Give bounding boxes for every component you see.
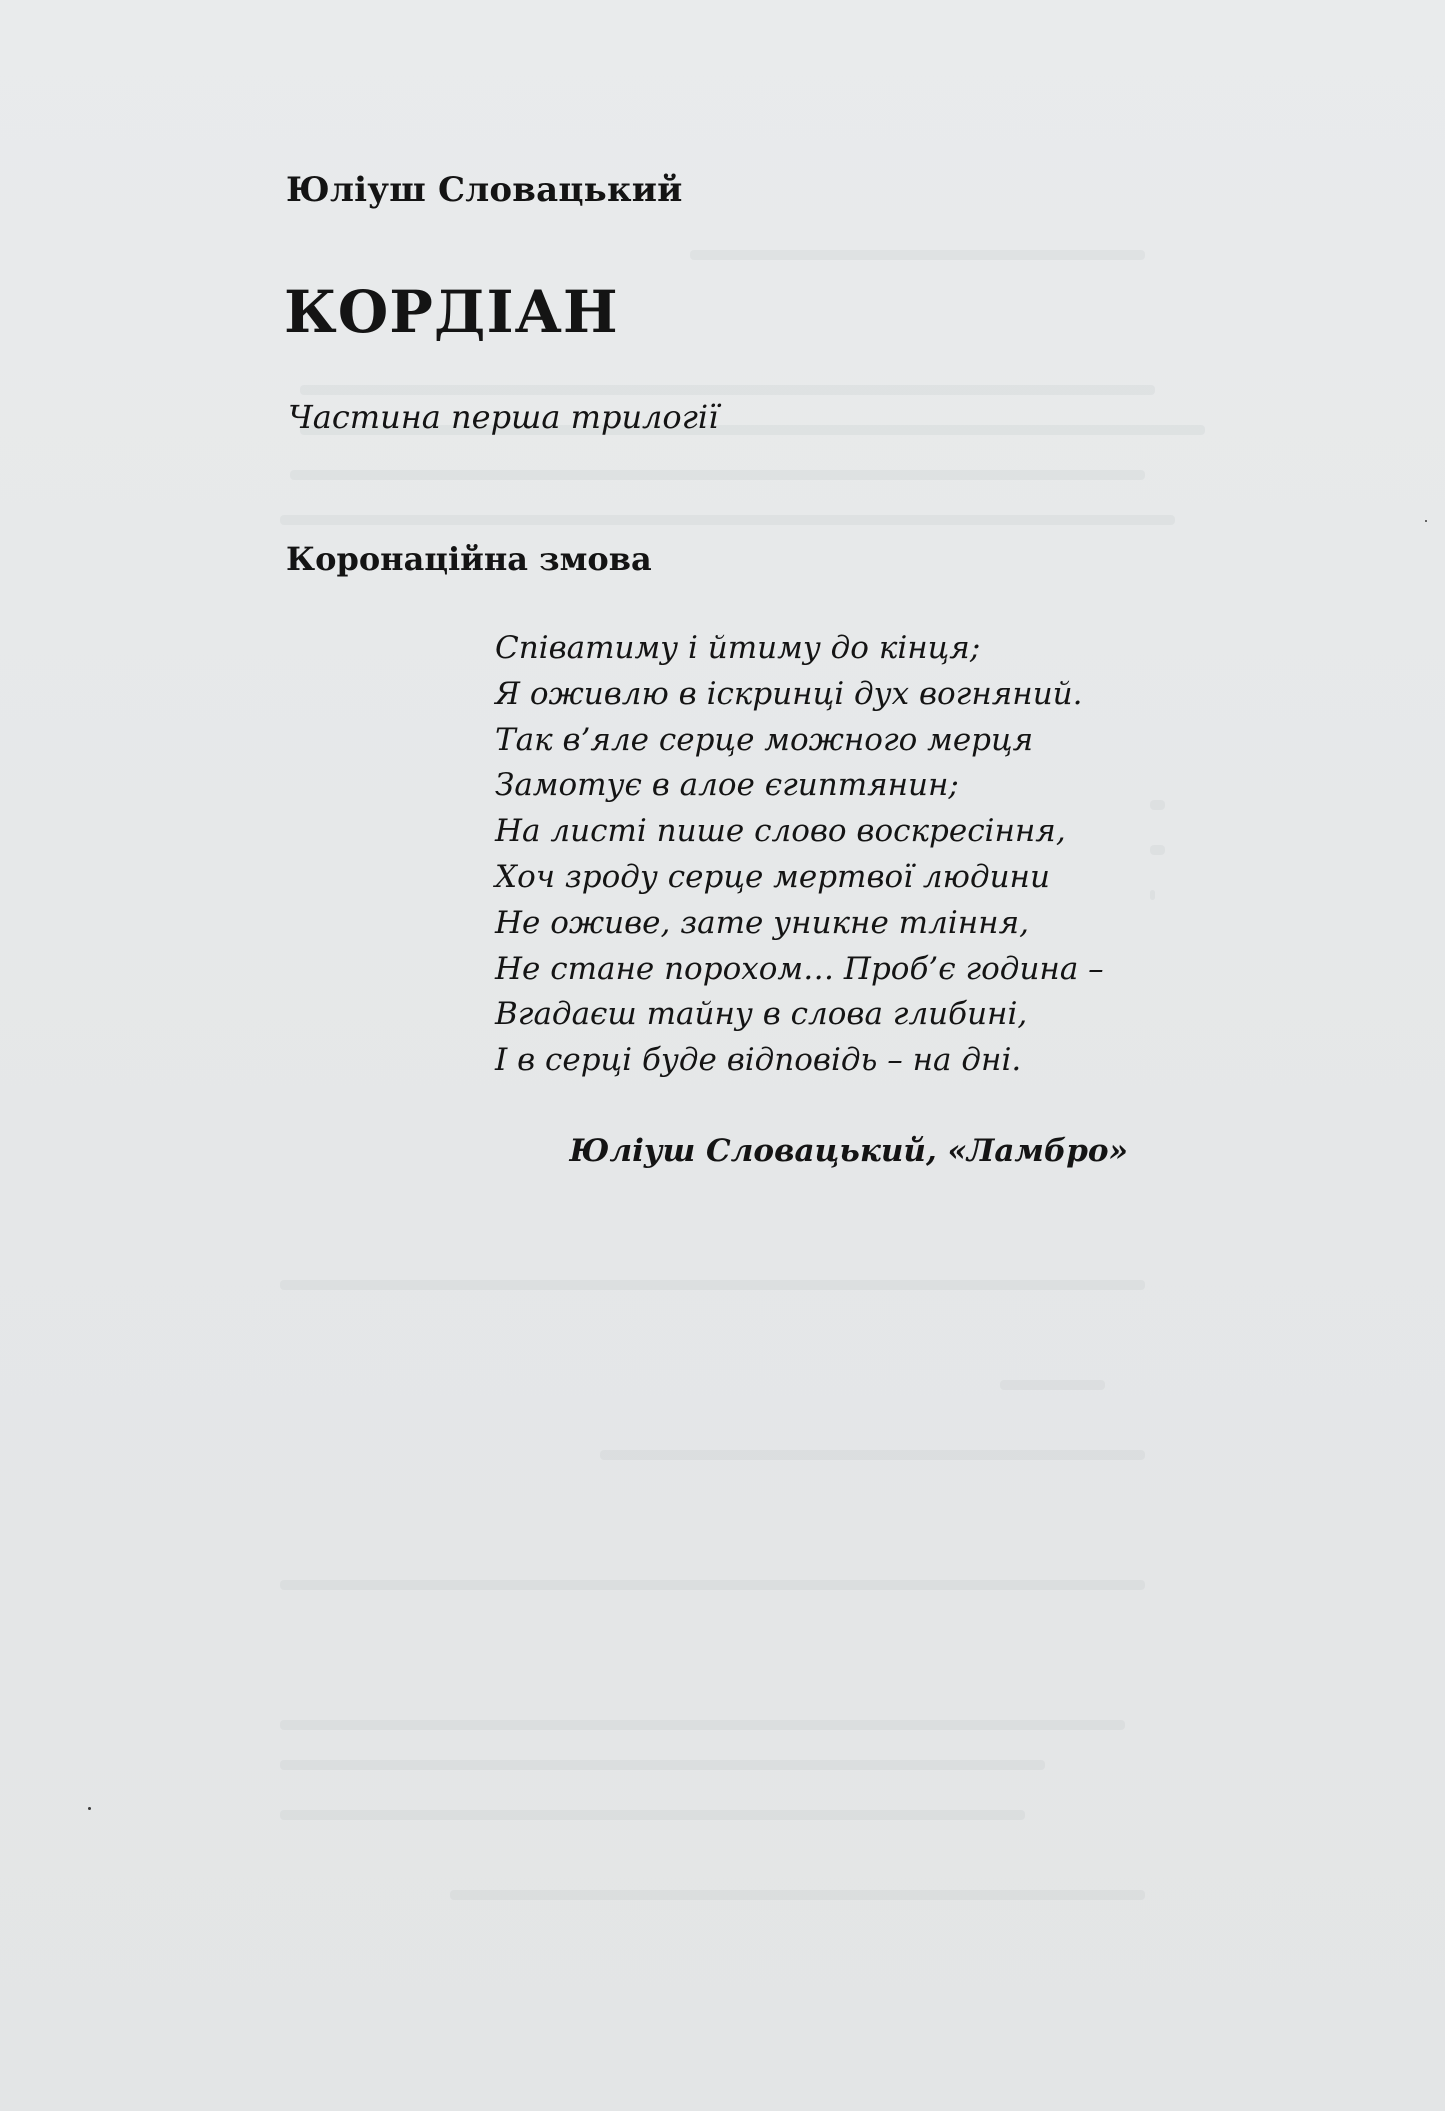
bleed-through-mark [1000, 1380, 1105, 1390]
book-title: КОРДІАН [284, 278, 619, 346]
bleed-through-mark [280, 515, 1175, 525]
book-subtitle: Частина перша трилогії [288, 398, 719, 436]
bleed-through-mark [290, 470, 1145, 480]
bleed-through-mark [280, 1720, 1125, 1730]
verse-line: Вгадаєш тайну в слова глибині, [495, 996, 1028, 1033]
dust-speck [1425, 520, 1427, 522]
bleed-through-mark [300, 385, 1155, 395]
verse-line: Співатиму і йтиму до кінця; [495, 630, 981, 666]
bleed-through-mark [280, 1280, 1145, 1290]
verse-line: Хоч зроду серце мертвої людини [495, 858, 1050, 895]
epigraph-attribution: Юліуш Словацький, «Ламбро» [569, 1133, 1128, 1169]
epigraph-verse [495, 626, 1255, 1084]
bleed-through-mark [600, 1450, 1145, 1460]
verse-line: Я оживлю в іскринці дух вогняний. [495, 675, 1083, 712]
book-author: Юліуш Словацький [286, 170, 683, 210]
section-title: Коронаційна змова [286, 540, 652, 578]
verse-line: Замотує в алое єгиптянин; [495, 767, 959, 804]
verse-line: І в серці буде відповідь – на дні. [495, 1042, 1022, 1079]
verse-line: На листі пише слово воскресіння, [495, 813, 1066, 850]
verse-line: Не стане порохом… Проб’є година – [495, 950, 1104, 987]
bleed-through-mark [280, 1810, 1025, 1820]
bleed-through-mark [690, 250, 1145, 260]
verse-line: Не оживе, зате уникне тління, [495, 904, 1029, 941]
bleed-through-mark [280, 1760, 1045, 1770]
bleed-through-mark [280, 1580, 1145, 1590]
verse-line: Так в’яле серце можного мерця [495, 721, 1034, 758]
dust-speck [88, 1807, 91, 1810]
bleed-through-mark [450, 1890, 1145, 1900]
